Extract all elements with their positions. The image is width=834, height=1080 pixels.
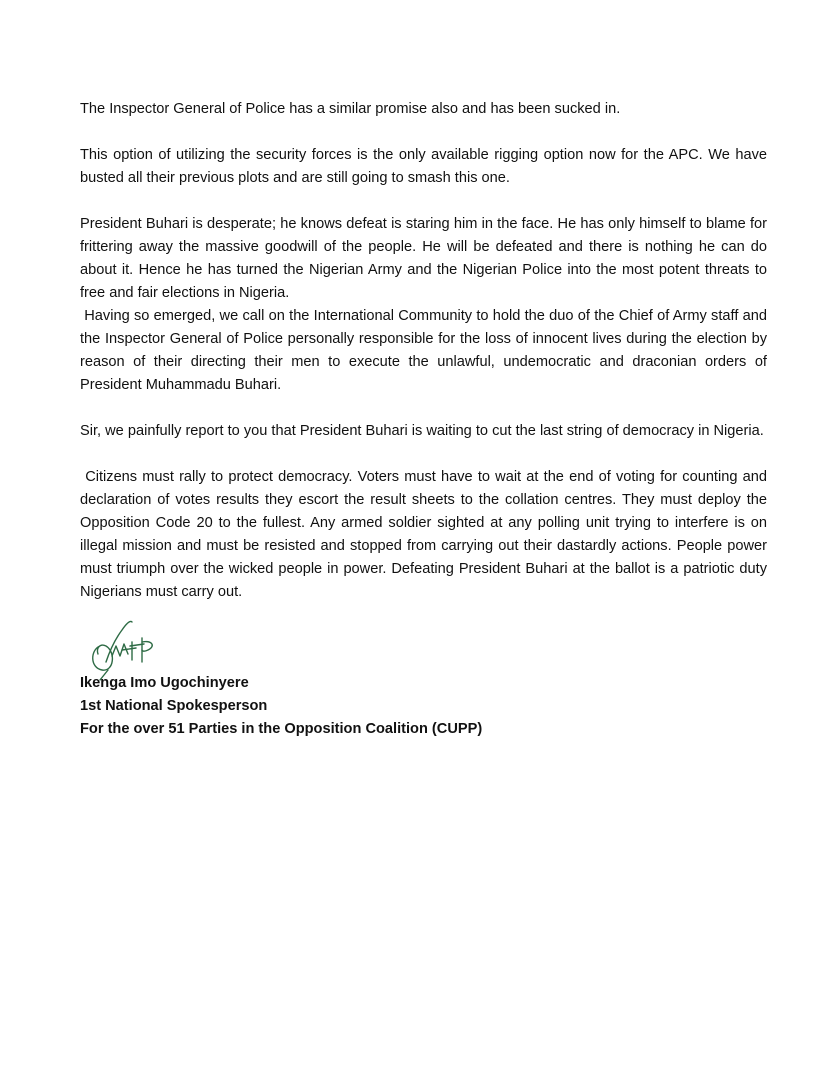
signatory-title: 1st National Spokesperson — [80, 698, 268, 714]
document-body — [80, 98, 772, 604]
paragraph-6: Citizens must rally to protect democracy. Voters must have to wait at the end of voting for counting and declaration of votes results they escort the result sheets to the collation centres. They must deploy the Opposition Code 20 to the fullest. Any armed soldier sighted at any polling unit trying to interfere is on illegal mission and must be resisted and stopped from carrying out their dastardly actions. People power must triumph over the wicked people in power. Defeating President Buhari at the ballot is a patriotic duty Nigerians must carry out. — [80, 469, 772, 600]
signatory-name: Ikenga Imo Ugochinyere — [80, 675, 249, 691]
paragraph-1: The Inspector General of Police has a similar promise also and has been sucked in. — [80, 101, 621, 117]
paragraph-2: This option of utilizing the security forces is the only available rigging option now for the APC. We have busted all their previous plots and are still going to smash this one. — [80, 147, 767, 186]
signatory-organization: For the over 51 Parties in the Opposition Coalition (CUPP) — [80, 721, 483, 737]
paragraph-3: President Buhari is desperate; he knows defeat is staring him in the face. He has only himself to blame for frittering away the massive goodwill of the people. He will be defeated and there is nothing he can do about it. Hence he has turned the Nigerian Army and the Nigerian Police into the most potent threats to free and fair elections in Nigeria. — [80, 216, 767, 301]
paragraph-5: Sir, we painfully report to you that President Buhari is waiting to cut the last string of democracy in Nigeria. — [80, 423, 764, 439]
paragraph-4: Having so emerged, we call on the International Community to hold the duo of the Chief of Army staff and the Inspector General of Police personally responsible for the loss of innocent lives during the election by reason of their directing their men to execute the unlawful, undemocratic and draconian orders of President Muhammadu Buhari. — [80, 308, 772, 393]
signature-block — [80, 672, 482, 741]
